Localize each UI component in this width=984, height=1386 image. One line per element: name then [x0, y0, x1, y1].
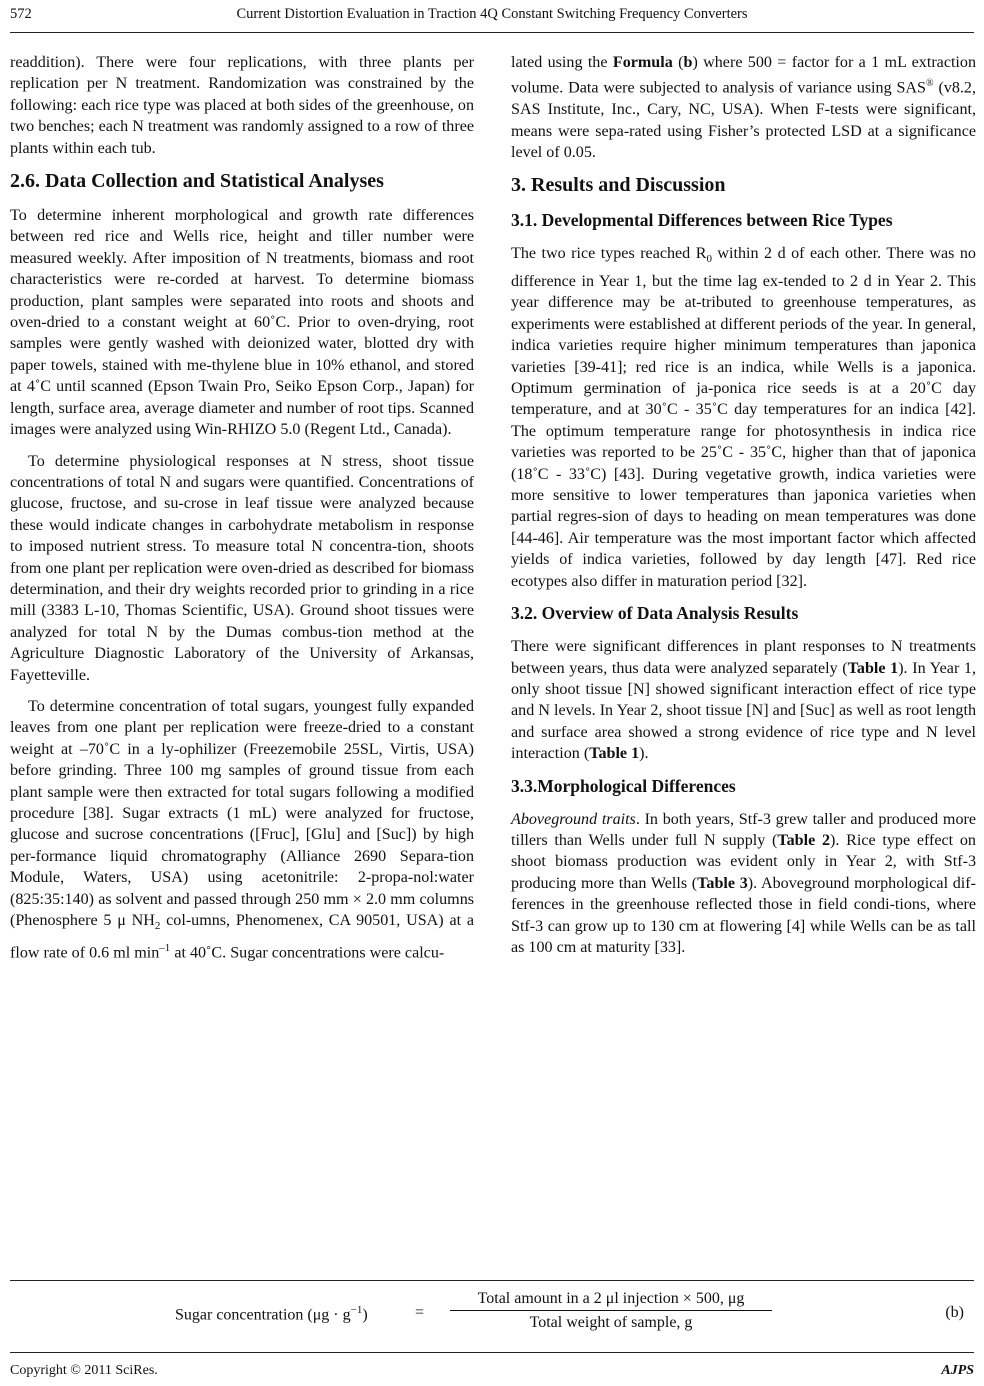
section-heading-3: 3. Results and Discussion	[511, 174, 726, 197]
equation-numerator: Total amount in a 2 μl injection × 500, μg	[450, 1290, 772, 1311]
section-heading-3-1: 3.1. Developmental Differences between Rice Types	[511, 210, 893, 231]
equation-b	[10, 1290, 974, 1346]
running-header	[10, 6, 974, 32]
equation-lhs: Sugar concentration $(\mu g \cdot g^{-1})$	[175, 1304, 368, 1324]
journal-abbrev: AJPS	[941, 1363, 974, 1378]
paragraph-overview: There were significant differences in plant responses to N treatments between years, thus data were analyzed separately (Table 1). In Year 1, only shoot tissue [N] showed significant interaction effect of rice type and N levels. In Year 2, shoot tissue [N] and [Suc] as well as root length and surface area showed a strong evidence of rice type and N level interaction (Table 1).	[511, 638, 976, 763]
section-heading-3-2: 3.2. Overview of Data Analysis Results	[511, 603, 799, 624]
equation-tag: (b)	[945, 1304, 964, 1321]
paragraph-sugars: To determine concentration of total sugars, youngest fully expanded leaves from one plant per replication were freeze-dried to a constant weight at –70˚C in a ly-ophilizer (Freezemobile 25SL, Virtis, USA) before grinding. Three 100 mg samples of ground tissue from each plant sample were then extracted for total sugars following a modified procedure [38]. Sugar extracts (1 mL) were analyzed for fructose, glucose and sucrose concentrations ([Fruc], [Glu] and [Suc]) by high per-formance liquid chromatography (Alliance 2690 Separa-tion Module, Waters, USA) using acetonitrile: 2-propa-nol:water (825:35:140) as solvent and passed through 250 mm × 2.0 mm columns (Phenosphere 5 μ $NH_2$ col-umns, Phenomenex, CA 90501, USA) at a flow rate of 0.6 ml $\min^{-1}$ at 40˚C. Sugar concentrations were calcu-	[10, 697, 474, 962]
header-rule	[10, 32, 974, 33]
paragraph-intro: readdition). There were four replications, with three plants per replication per N treatment. Randomization was constrained by the following: each rice type was placed at both sides of the greenhouse, on two benches; each N treatment was randomly assigned to a row of three plants within each tub.	[10, 54, 474, 157]
running-title: Current Distortion Evaluation in Traction 4Q Constant Switching Frequency Converters	[236, 6, 748, 22]
right-column	[511, 52, 976, 968]
footer-rule	[10, 1352, 974, 1353]
left-column	[10, 52, 474, 973]
equation-fraction	[450, 1290, 772, 1332]
page-number: 572	[10, 6, 32, 22]
paragraph-developmental: The two rice types reached $R_0$ within 2 d of each other. There was no difference in Year 1, but the time lag ex-tended to 2 d in Year 2. This year difference may be at-tributed to greenhouse temperatures, as experiments were established at different periods of the year. In general, indica varieties require higher minimum temperatures than japonica varieties [39-41]; red rice is an indica, while Wells is a japonica. Optimum germination of ja-ponica rice seeds is at a 20˚C day temperature, and at 30˚C - 35˚C day temperatures for an indica [42]. The optimum temperature range for photosynthesis in indica rice varieties was reported to be 25˚C - 35˚C, higher than that of japonica (18˚C - 33˚C) [43]. During vegetative growth, indica varieties were more sensitive to lower temperatures than japonica varieties when partial regres-sion of days to heading on mean temperatures was done [44-46]. Air temperature was the most important factor which affected yields of indica varieties, followed by day length [47]. Red rice ecotypes also differ in maturation period [32].	[511, 245, 976, 590]
equation-denominator: Total weight of sample, g	[529, 1314, 693, 1331]
paragraph-physiological: To determine physiological responses at N stress, shoot tissue concentrations of total N and sugars were quantified. Concentrations of glucose, fructose, and su-crose in leaf tissue were analyzed because these would indicate changes in carbohydrate metabolism in response to imposed nutrient stress. To measure total N concentra-tion, shoots from one plant per replication were oven-dried as described for biomass determination, and their dry weights recorded prior to grinding in a rice mill (3383 L-10, Thomas Scientific, USA). Ground shoot tissues were analyzed for total N by the Dumas combus-tion method at the Agriculture Diagnostic Laboratory of the University of Arkansas, Fayetteville.	[10, 452, 474, 684]
paragraph-formula-ref: lated using the Formula (b) where 500 = factor for a 1 mL extraction volume. Data were subjected to analysis of variance using SAS® (v8.2, SAS Institute, Inc., Cary, NC, USA). When F-tests were significant, means were sepa-rated using Fisher’s protected LSD at a significance level of 0.05.	[511, 54, 977, 161]
section-heading-2-6: 2.6. Data Collection and Statistical Analyses	[10, 170, 384, 193]
formula-rule	[10, 1280, 974, 1281]
section-heading-3-3: 3.3.Morphological Differences	[511, 775, 736, 796]
paragraph-data-collection: To determine inherent morphological and growth rate differences between red rice and Wells rice, height and tiller number were measured weekly. After imposition of N treatments, biomass and root characteristics were re-corded at harvest. To determine biomass production, plant samples were separated into roots and shoots and oven-dried to a constant weight at 60˚C. Prior to oven-drying, root samples were gently washed with deionized water, blotted dry with paper towels, stained with me-thylene blue in 10% ethanol, and stored at 4˚C until scanned (Epson Twain Pro, Seiko Epson Corp., Japan) for length, surface area, average diameter and number of root tips. Scanned images were analyzed using Win-RHIZO 5.0 (Regent Ltd., Canada).	[10, 207, 474, 439]
copyright: Copyright © 2011 SciRes.	[10, 1363, 158, 1378]
equation-equals: =	[415, 1304, 425, 1321]
paragraph-morphological: Aboveground traits. In both years, Stf-3 grew taller and produced more tillers than Wells under full N supply (Table 2). Rice type effect on shoot biomass production was evident only in Year 2, with Stf-3 producing more than Wells (Table 3). Aboveground morphological dif-ferences in the greenhouse reflected those in field condi-tions, where Stf-3 can grow up to 130 cm at flowering [4] while Wells can be as tall as 100 cm at maturity [33].	[511, 810, 976, 956]
